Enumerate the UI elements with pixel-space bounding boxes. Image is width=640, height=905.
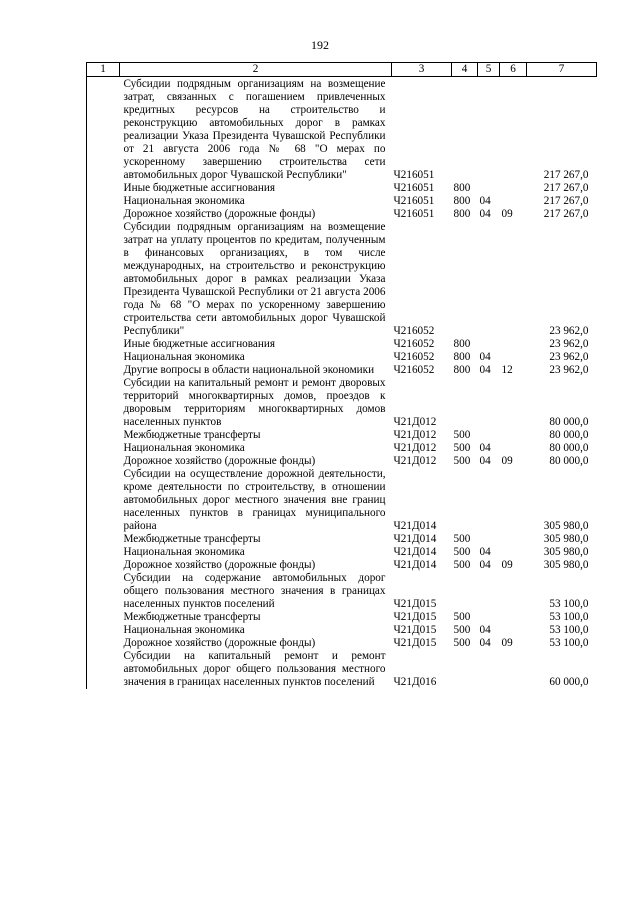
- subsection-code: [500, 650, 527, 689]
- section-code: 04: [479, 195, 491, 207]
- section-code: 04: [479, 364, 491, 376]
- table-body: [87, 77, 597, 690]
- row-number-cell: [87, 611, 120, 624]
- item-name: Межбюджетные трансферты: [123, 429, 261, 441]
- table-row: [87, 195, 597, 208]
- table-row: [87, 559, 597, 572]
- target-article-code: Ч216052: [393, 351, 435, 363]
- row-number-cell: [87, 546, 120, 559]
- subsection-code: [500, 429, 527, 442]
- target-article-code: Ч216052: [393, 325, 435, 337]
- subsection-code: 09: [501, 559, 513, 571]
- row-number-cell: [87, 338, 120, 351]
- item-name: Субсидии на капитальный ремонт и ремонт автомобильных дорог общего пользования местного значения в границах населенных пунктов поселений: [123, 650, 386, 688]
- expense-type-code: 500: [453, 611, 471, 623]
- expense-type-code: [452, 468, 478, 533]
- subsection-code: [500, 338, 527, 351]
- amount: 217 267,0: [543, 182, 589, 194]
- item-name: Субсидии подрядным организациям на возмещение затрат на уплату процентов по кредитам, полученным в финансовых организациях, в том числе международных, на строительство и реконструкцию автомобильных дорог в рамках реализации Указа Президента Чувашской Республики от 21 августа 2006 года № 68 "О мерах по ускоренному завершению строительства сети автомобильных дорог Чувашской Республики": [123, 221, 386, 337]
- expense-type-code: 500: [453, 455, 471, 467]
- row-number-cell: [87, 364, 120, 377]
- item-name: Национальная экономика: [123, 624, 245, 636]
- item-name: Национальная экономика: [123, 195, 245, 207]
- subsection-code: 09: [501, 637, 513, 649]
- table-row: [87, 533, 597, 546]
- item-name: Дорожное хозяйство (дорожные фонды): [123, 559, 316, 571]
- target-article-code: Ч21Д015: [393, 611, 437, 623]
- table-row: [87, 468, 597, 533]
- amount: 217 267,0: [543, 195, 589, 207]
- item-name: Иные бюджетные ассигнования: [123, 338, 275, 350]
- expense-type-code: 500: [453, 559, 471, 571]
- amount: 80 000,0: [549, 416, 589, 428]
- section-code: [478, 468, 500, 533]
- expense-type-code: [452, 377, 478, 429]
- section-code: [478, 572, 500, 611]
- column-header: 1: [87, 63, 120, 77]
- row-number-cell: [87, 637, 120, 650]
- section-code: 04: [479, 546, 491, 558]
- subsection-code: [500, 611, 527, 624]
- table-row: [87, 650, 597, 689]
- subsection-code: [500, 442, 527, 455]
- amount: 305 980,0: [543, 546, 589, 558]
- item-name: Другие вопросы в области национальной экономики: [123, 364, 375, 376]
- amount: 53 100,0: [549, 611, 589, 623]
- column-header: 3: [392, 63, 452, 77]
- section-code: 04: [479, 455, 491, 467]
- table-row: [87, 455, 597, 468]
- target-article-code: Ч216051: [393, 182, 435, 194]
- section-code: [478, 650, 500, 689]
- table-row: [87, 182, 597, 195]
- section-code: [478, 611, 500, 624]
- row-number-cell: [87, 624, 120, 637]
- target-article-code: Ч21Д014: [393, 546, 437, 558]
- expense-type-code: 800: [453, 182, 471, 194]
- row-number-cell: [87, 650, 120, 689]
- expense-type-code: 500: [453, 442, 471, 454]
- subsection-code: [500, 77, 527, 183]
- budget-table: [86, 62, 597, 689]
- expense-type-code: 800: [453, 195, 471, 207]
- column-header: 5: [478, 63, 500, 77]
- table-row: [87, 351, 597, 364]
- target-article-code: Ч21Д016: [393, 676, 437, 688]
- table-row: [87, 429, 597, 442]
- subsection-code: [500, 182, 527, 195]
- row-number-cell: [87, 468, 120, 533]
- target-article-code: Ч21Д012: [393, 442, 437, 454]
- section-code: [478, 221, 500, 338]
- table-header-row: [87, 63, 597, 77]
- item-name: Субсидии на осуществление дорожной деятельности, кроме деятельности по строительству, в отношении автомобильных дорог местного значения вне границ населенных пунктов в границах муниципального района: [123, 468, 386, 532]
- subsection-code: [500, 624, 527, 637]
- amount: 23 962,0: [549, 325, 589, 337]
- row-number-cell: [87, 572, 120, 611]
- table-row: [87, 221, 597, 338]
- section-code: [478, 77, 500, 183]
- column-header: 6: [500, 63, 527, 77]
- item-name: Межбюджетные трансферты: [123, 533, 261, 545]
- target-article-code: Ч21Д014: [393, 533, 437, 545]
- amount: 80 000,0: [549, 442, 589, 454]
- amount: 80 000,0: [549, 429, 589, 441]
- amount: 80 000,0: [549, 455, 589, 467]
- row-number-cell: [87, 533, 120, 546]
- item-name: Субсидии на капитальный ремонт и ремонт дворовых территорий многоквартирных домов, проездов к дворовым территориям многоквартирных домов населенных пунктов: [123, 377, 386, 428]
- expense-type-code: 500: [453, 429, 471, 441]
- row-number-cell: [87, 377, 120, 429]
- amount: 23 962,0: [549, 364, 589, 376]
- subsection-code: 12: [501, 364, 513, 376]
- expense-type-code: 800: [453, 208, 471, 220]
- subsection-code: 09: [501, 455, 513, 467]
- target-article-code: Ч21Д015: [393, 637, 437, 649]
- target-article-code: Ч21Д014: [393, 559, 437, 571]
- section-code: [478, 182, 500, 195]
- table-row: [87, 546, 597, 559]
- target-article-code: Ч21Д012: [393, 416, 437, 428]
- expense-type-code: [452, 221, 478, 338]
- item-name: Дорожное хозяйство (дорожные фонды): [123, 208, 316, 220]
- amount: 23 962,0: [549, 351, 589, 363]
- subsection-code: [500, 468, 527, 533]
- item-name: Иные бюджетные ассигнования: [123, 182, 275, 194]
- section-code: [478, 377, 500, 429]
- target-article-code: Ч21Д015: [393, 624, 437, 636]
- row-number-cell: [87, 182, 120, 195]
- row-number-cell: [87, 442, 120, 455]
- row-number-cell: [87, 559, 120, 572]
- subsection-code: 09: [501, 208, 513, 220]
- subsection-code: [500, 546, 527, 559]
- expense-type-code: [452, 77, 478, 183]
- item-name: Дорожное хозяйство (дорожные фонды): [123, 455, 316, 467]
- section-code: [478, 533, 500, 546]
- section-code: 04: [479, 637, 491, 649]
- row-number-cell: [87, 455, 120, 468]
- table-row: [87, 338, 597, 351]
- item-name: Национальная экономика: [123, 351, 245, 363]
- expense-type-code: 500: [453, 533, 471, 545]
- amount: 53 100,0: [549, 637, 589, 649]
- expense-type-code: 500: [453, 624, 471, 636]
- item-name: Национальная экономика: [123, 546, 245, 558]
- row-number-cell: [87, 77, 120, 183]
- amount: 60 000,0: [549, 676, 589, 688]
- table-row: [87, 624, 597, 637]
- item-name: Межбюджетные трансферты: [123, 611, 261, 623]
- expense-type-code: 500: [453, 546, 471, 558]
- amount: 217 267,0: [543, 208, 589, 220]
- expense-type-code: [452, 572, 478, 611]
- expense-type-code: [452, 650, 478, 689]
- expense-type-code: 800: [453, 338, 471, 350]
- item-name: Дорожное хозяйство (дорожные фонды): [123, 637, 316, 649]
- column-header: 4: [452, 63, 478, 77]
- section-code: 04: [479, 559, 491, 571]
- expense-type-code: 500: [453, 637, 471, 649]
- item-name: Субсидии на содержание автомобильных дорог общего пользования местного значения в границах населенных пунктов поселений: [123, 572, 386, 610]
- subsection-code: [500, 221, 527, 338]
- column-header: 7: [527, 63, 597, 77]
- row-number-cell: [87, 429, 120, 442]
- target-article-code: Ч216051: [393, 195, 435, 207]
- subsection-code: [500, 195, 527, 208]
- table-row: [87, 208, 597, 221]
- subsection-code: [500, 377, 527, 429]
- table-row: [87, 377, 597, 429]
- section-code: [478, 429, 500, 442]
- amount: 305 980,0: [543, 533, 589, 545]
- target-article-code: Ч216051: [393, 208, 435, 220]
- target-article-code: Ч21Д015: [393, 598, 437, 610]
- amount: 53 100,0: [549, 624, 589, 636]
- column-header: 2: [120, 63, 392, 77]
- table-row: [87, 572, 597, 611]
- section-code: 04: [479, 442, 491, 454]
- amount: 217 267,0: [543, 169, 589, 181]
- table-row: [87, 637, 597, 650]
- subsection-code: [500, 351, 527, 364]
- subsection-code: [500, 533, 527, 546]
- amount: 305 980,0: [543, 520, 589, 532]
- expense-type-code: 800: [453, 364, 471, 376]
- row-number-cell: [87, 351, 120, 364]
- section-code: 04: [479, 624, 491, 636]
- section-code: [478, 338, 500, 351]
- amount: 23 962,0: [549, 338, 589, 350]
- table-row: [87, 611, 597, 624]
- target-article-code: Ч21Д012: [393, 429, 437, 441]
- section-code: 04: [479, 351, 491, 363]
- row-number-cell: [87, 208, 120, 221]
- target-article-code: Ч21Д014: [393, 520, 437, 532]
- target-article-code: Ч21Д012: [393, 455, 437, 467]
- amount: 53 100,0: [549, 598, 589, 610]
- row-number-cell: [87, 195, 120, 208]
- row-number-cell: [87, 221, 120, 338]
- target-article-code: Ч216051: [393, 169, 435, 181]
- section-code: 04: [479, 208, 491, 220]
- item-name: Субсидии подрядным организациям на возмещение затрат, связанных с погашением привлеченных кредитных ресурсов на строительство и реконструкцию автомобильных дорог в рамках реализации Указа Президента Чувашской Республики от 21 августа 2006 года № 68 "О мерах по ускоренному завершению строительства сети автомобильных дорог Чувашской Республики": [123, 78, 386, 181]
- target-article-code: Ч216052: [393, 364, 435, 376]
- item-name: Национальная экономика: [123, 442, 245, 454]
- subsection-code: [500, 572, 527, 611]
- amount: 305 980,0: [543, 559, 589, 571]
- table-row: [87, 442, 597, 455]
- target-article-code: Ч216052: [393, 338, 435, 350]
- table-row: [87, 77, 597, 183]
- table-row: [87, 364, 597, 377]
- page-number: 192: [311, 38, 329, 52]
- expense-type-code: 800: [453, 351, 471, 363]
